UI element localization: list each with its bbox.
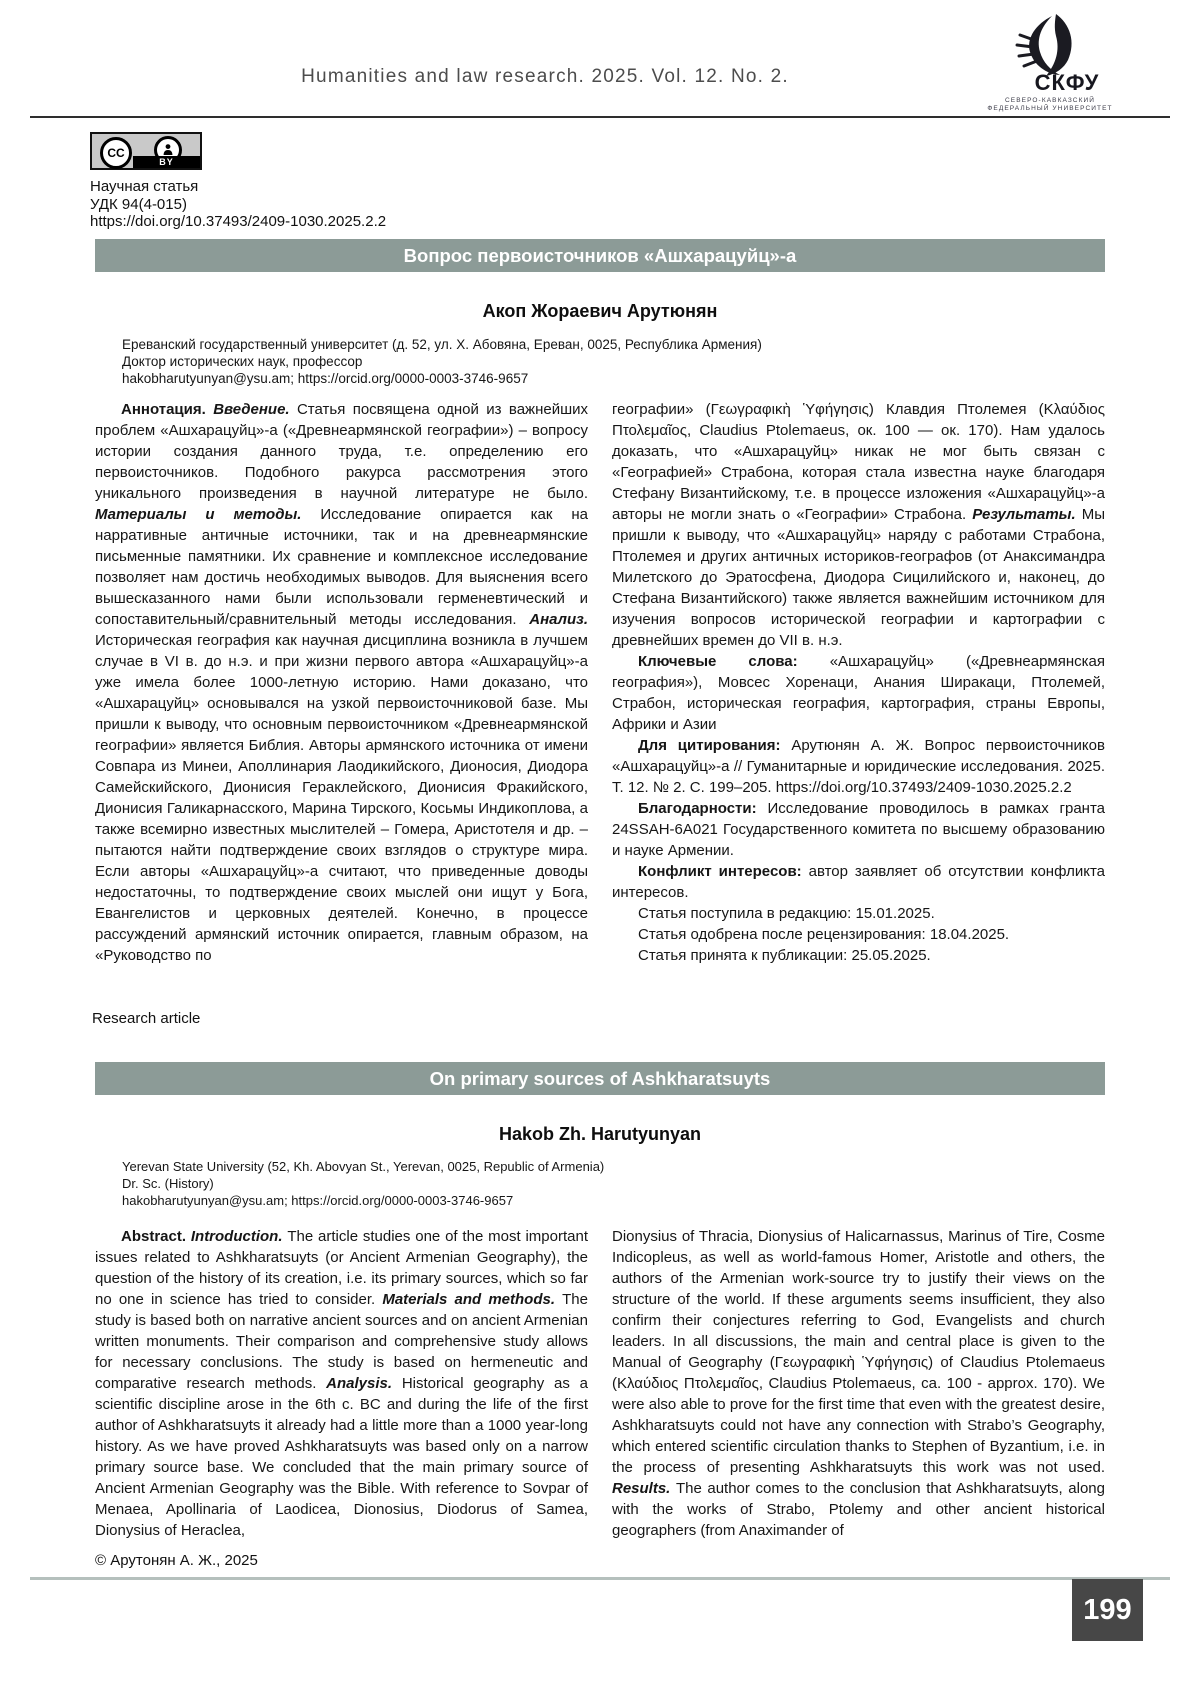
header-rule [30,116,1170,118]
abstract-ru-left-column: Аннотация. Введение. Статья посвящена одной из важнейших проблем «Ашхарацуйц»-а («Древнеармянской географии») – вопросу истории создания данного труда, т.е. определению его первоисточников. Подобного ракурса рассмотрения этого уникального произведения в научной литературе не было. Материалы и методы. Исследование опирается как на нарративные античные источники, так и на древнеармянские письменные памятники. Их сравнение и комплексное исследование позволяет нам достичь необходимых выводов. Для выяснения всего вышесказанного нами были использовали герменевтический и сопоставительный/сравнительный методы исследования. Анализ. Историческая география как научная дисциплина возникла в лучшем случае в VI в. до н.э. и при жизни первого автора «Ашхарацуйц»-а уже имела более 1000-летную историю. Нами доказано, что «Ашхарацуйц» основывался на узкой первоисточниковой базе. Мы пришли к выводу, что основным первоисточником «Древнеармянской географии» является Библия. Авторы армянского источника от имени Совпара из Минеи, Аполлинария Лаодикийского, Дионосия, Диодора Самейскийского, Дионисия Гераклейского, Дионисия Фракийского, Дионисия Галикарнасского, Марина Тирского, Косьмы Индикоплова, а также всемирно известных мыслителей – Гомера, Аристотеля и др. – пытаются найти подтверждение своих взглядов о структуре мира. Если авторы «Ашхарацуйц»-а считают, что приведенные доводы недостаточны, то подтверждение своих мыслей они ищут у Бога, Евангелистов и церковных деятелей. Конечно, в процессе рассуждений армянский источник опирается, главным образом, на «Руководство по [95,401,588,964]
article-title-en: On primary sources of Ashkharatsuyts [95,1062,1105,1095]
copyright-notice: © Арутонян А. Ж., 2025 [95,1552,258,1569]
article-meta [90,178,386,231]
logo-acronym: СКФУ [1034,70,1100,95]
doi-link[interactable]: https://doi.org/10.37493/2409-1030.2025.2.2 [90,213,387,230]
cc-by-license-badge [90,132,202,170]
article-type-ru: Научная статья [90,178,199,195]
logo-subtitle-line1: СЕВЕРО-КАВКАЗСКИЙ [1005,97,1095,104]
affiliation-en-university: Yerevan State University (52, Kh. Abovyan St., Yerevan, 0025, Republic of Armenia) [122,1159,605,1174]
affiliation-en [122,1158,604,1209]
abstract-ru [95,399,1105,964]
page-number-badge: 199 [1072,1579,1143,1641]
affiliation-ru-degree: Доктор исторических наук, профессор [122,354,363,369]
affiliation-en-contacts[interactable]: hakobharutyunyan@ysu.am; https://orcid.org/0000-0003-3746-9657 [122,1193,514,1208]
abstract-en [95,1226,1105,1556]
affiliation-ru-university: Ереванский государственный университет (д. 52, ул. Х. Абовяна, Ереван, 0025, Республика Армения) [122,337,762,352]
udc-code: УДК 94(4-015) [90,195,187,213]
author-name-en: Hakob Zh. Harutyunyan [498,1124,702,1144]
abstract-en-right-column: Dionysius of Thracia, Dionysius of Halicarnassus, Marinus of Tire, Cosme Indicopleus, as well as world-famous Homer, Aristotle and others, the authors of the Armenian work-source try to justify their views on the structure of the world. If these arguments seems insufficient, they also confirm their conjectures referring to God, Evangelists and church leaders. In all discussions, the main and central place is given to the Manual of Geography (Γεωγραφικὴ Ὑφήγησις) of Claudius Ptolemaeus (Κλαύδιος Πτολεμαῖος, Claudius Ptolemaeus, ca. 100 - approx. 170). We were also able to prove for the first time that even with the greatest desire, Ashkharatsuyts could not have any connection with Strabo’s Geography, which entered scientific circulation thanks to Stephen of Byzantium, i.e. in the process of presenting Ashkharatsuyts this work was not used. Results. The author comes to the conclusion that Ashkharatsuyts, along with the works of Strabo, Ptolemy and other ancient historical geographers (from Anaximander of [612,1228,1105,1539]
abstract-ru-right-column: географии» (Γεωγραφικὴ Ὑφήγησις) Клавдия Птолемея (Κλαύδιος Πτολεμαῖος, Claudius Ptolemaeus, ок. 100 — ок. 170). Нам удалось доказать, что «Ашхарацуйц» никак не мог быть связан с «Географией» Страбона, которая стала известна науке благодаря Стефану Византийскому, т.е. в процессе изложения «Ашхарацуйц»-а авторы не могли знать о «Географии» Страбона. Результаты. Мы пришли к выводу, что «Ашхарацуйц» наряду с работами Страбона, Птолемея и других античных историков-географов (от Анаксимандра Милетского до Эратосфена, Диодора Сицилийского и, наконец, до Стефана Византийского) также является важнейшим источником для изучения вопросов исторической географии и картографии с древнейших времен до VII в. н.э. Ключевые слова: «Ашхарацуйц» («Древнеармянская география»), Мовсес Хоренаци, Анания Ширакаци, Птолемей, Страбон, историческая география, картография, страны Европы, Африки и Азии Для цитирования: Арутюнян А. Ж. Вопрос первоисточников «Ашхарацуйц»-а // Гуманитарные и юридические исследования. 2025. Т. 12. № 2. С. 199–205. https://doi.org/10.37493/2409-1030.2025.2.2 Благодарности: Исследование проводилось в рамках гранта 24SSAH-6A021 Государственного комитета по высшему образованию и науке Армении. Конфликт интересов: автор заявляет об отсутствии конфликта интересов. Статья поступила в редакцию: 15.01.2025. Статья одобрена после рецензирования: 18.04.2025. Статья принята к публикации: 25.05.2025. [612,401,1105,964]
cc-icon: CC [100,137,132,169]
university-logo [975,12,1125,112]
journal-header: Humanities and law research. 2025. Vol. 12. No. 2. [301,66,789,87]
affiliation-ru-contacts[interactable]: hakobharutyunyan@ysu.am; https://orcid.org/0000-0003-3746-9657 [122,371,529,386]
author-name-ru: Акоп Жораевич Арутюнян [482,301,718,321]
article-title-ru: Вопрос первоисточников «Ашхарацуйц»-а [95,239,1105,272]
article-type-en: Research article [92,1010,201,1027]
by-label: BY [133,156,200,168]
affiliation-ru [122,336,762,387]
abstract-en-left-column: Abstract. Introduction. The article studies one of the most important issues related to Ashkharatsuyts (or Ancient Armenian Geography), the question of the history of its creation, i.e. its primary sources, which so far no one in science has tried to consider. Materials and methods. The study is based both on narrative ancient sources and on ancient Armenian written monuments. Their comparison and comprehensive study allows for necessary conclusions. The study is based on hermeneutic and comparative research methods. Analysis. Historical geography as a scientific discipline arose in the 6th c. BC and during the life of the first author of Ashkharatsuyts it already had a little more than a 1000 year-long history. As we have proved Ashkharatsuyts was based only on a narrow primary source base. We concluded that the main primary source of Ancient Armenian Geography was the Bible. With reference to Sovpar of Menaea, Apollinaria of Laodicea, Dionosius, Diodorus of Samea, Dionysius of Heraclea, [95,1228,588,1539]
footer-rule [30,1577,1170,1580]
logo-subtitle-line2: ФЕДЕРАЛЬНЫЙ УНИВЕРСИТЕТ [987,105,1113,112]
affiliation-en-degree: Dr. Sc. (History) [122,1176,214,1191]
